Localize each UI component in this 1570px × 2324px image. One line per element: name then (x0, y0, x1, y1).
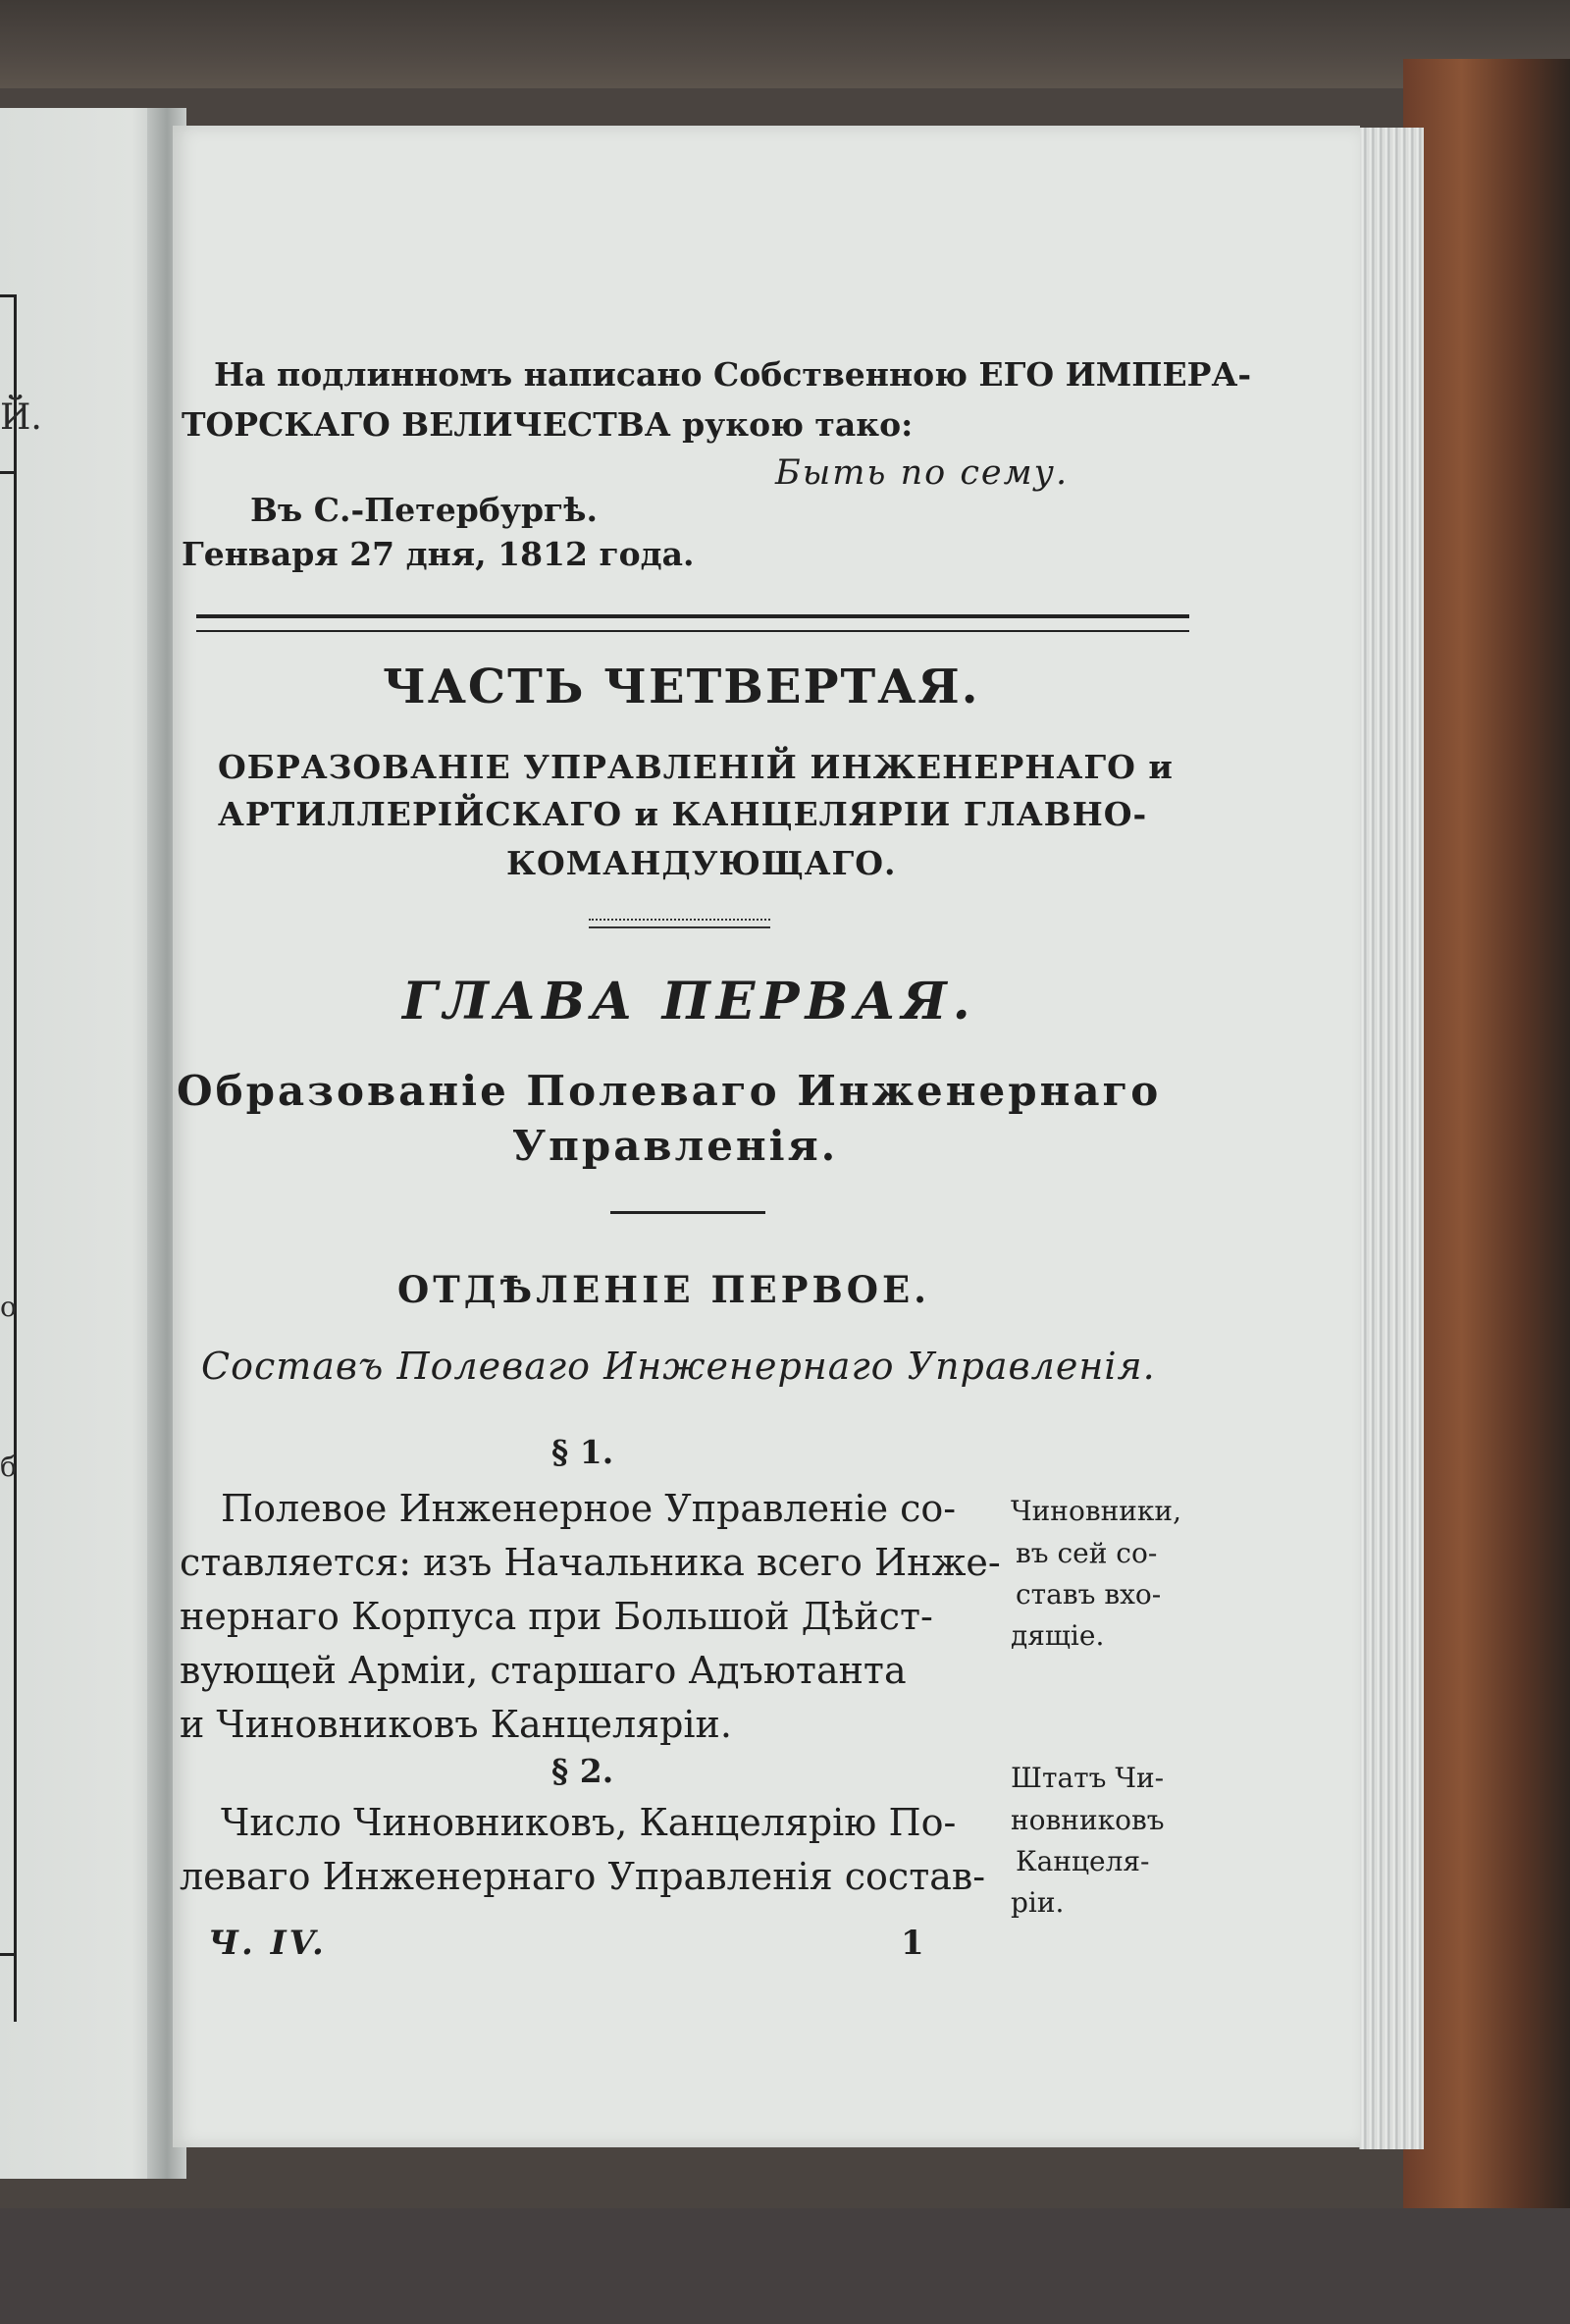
book-binding-top (0, 0, 1570, 88)
short-rule-divider (610, 1211, 765, 1214)
paragraph-number: § 1. (551, 1433, 614, 1471)
margin-note-line: въ сей со- (1016, 1537, 1158, 1569)
left-page-rule (0, 471, 16, 474)
margin-note-line: Канцеля- (1016, 1845, 1150, 1877)
paragraph-line: ставляется: изъ Начальника всего Инже- (180, 1541, 1001, 1584)
place-line: Въ С.-Петербургѣ. (250, 491, 598, 529)
margin-note-line: дящіе. (1011, 1619, 1105, 1652)
page-number: 1 (901, 1924, 924, 1963)
paragraph-line: нернаго Корпуса при Большой Дѣйст- (180, 1595, 933, 1638)
paragraph-line: Число Чиновниковъ, Канцелярію По- (221, 1801, 957, 1844)
part-subtitle-line-3: КОМАНДУЮЩАГО. (506, 844, 897, 882)
margin-note-line: новниковъ (1011, 1804, 1165, 1836)
left-page-rule (0, 1953, 16, 1956)
double-rule-divider (196, 614, 1189, 632)
left-page-border (14, 294, 17, 2022)
page-edges (1359, 128, 1424, 2149)
part-subtitle-line-2: АРТИЛЛЕРІЙСКАГО и КАНЦЕЛЯРІИ ГЛАВНО- (218, 795, 1148, 833)
date-line: Генваря 27 дня, 1812 года. (182, 535, 695, 573)
section-subtitle: Составъ Полеваго Инженернаго Управленія. (201, 1345, 1156, 1388)
margin-note-line: Штатъ Чи- (1011, 1762, 1165, 1794)
left-page-fragment: Й. (0, 397, 42, 438)
paragraph-number: § 2. (551, 1752, 614, 1790)
left-page-fragment: б (0, 1451, 17, 1483)
margin-note-line: ставъ вхо- (1016, 1578, 1162, 1611)
imperial-resolution: Быть по сему. (775, 453, 1070, 493)
ornament-divider (589, 919, 770, 928)
book-binding-right (1403, 59, 1570, 2324)
chapter-heading-line-2: Управленія. (512, 1122, 839, 1170)
margin-note-line: ріи. (1011, 1886, 1065, 1919)
decree-line-1: На подлинномъ написано Собственною ЕГО ИМПЕРА- (214, 355, 1252, 394)
part-title: ЧАСТЬ ЧЕТВЕРТАЯ. (383, 660, 980, 714)
book-binding-bottom (0, 2208, 1570, 2324)
paragraph-line: и Чиновниковъ Канцеляріи. (180, 1703, 732, 1746)
left-page-fragment: о (0, 1291, 17, 1323)
chapter-heading-line-1: Образованіе Полеваго Инженернаго (177, 1067, 1162, 1115)
left-page (0, 108, 165, 2179)
chapter-title: ГЛАВА ПЕРВАЯ. (402, 972, 976, 1031)
paragraph-line: Полевое Инженерное Управленіе со- (221, 1487, 957, 1530)
section-title: ОТДѢЛЕНІЕ ПЕРВОЕ. (397, 1268, 931, 1311)
paragraph-line: леваго Инженернаго Управленія состав- (180, 1855, 986, 1898)
left-page-rule (0, 294, 16, 297)
paragraph-line: вующей Арміи, старшаго Адъютанта (180, 1649, 907, 1692)
margin-note-line: Чиновники, (1011, 1495, 1181, 1527)
decree-line-2: ТОРСКАГО ВЕЛИЧЕСТВА рукою тако: (182, 405, 914, 444)
signature-mark: Ч. IV. (208, 1924, 327, 1963)
part-subtitle-line-1: ОБРАЗОВАНІЕ УПРАВЛЕНІЙ ИНЖЕНЕРНАГО и (218, 748, 1174, 786)
